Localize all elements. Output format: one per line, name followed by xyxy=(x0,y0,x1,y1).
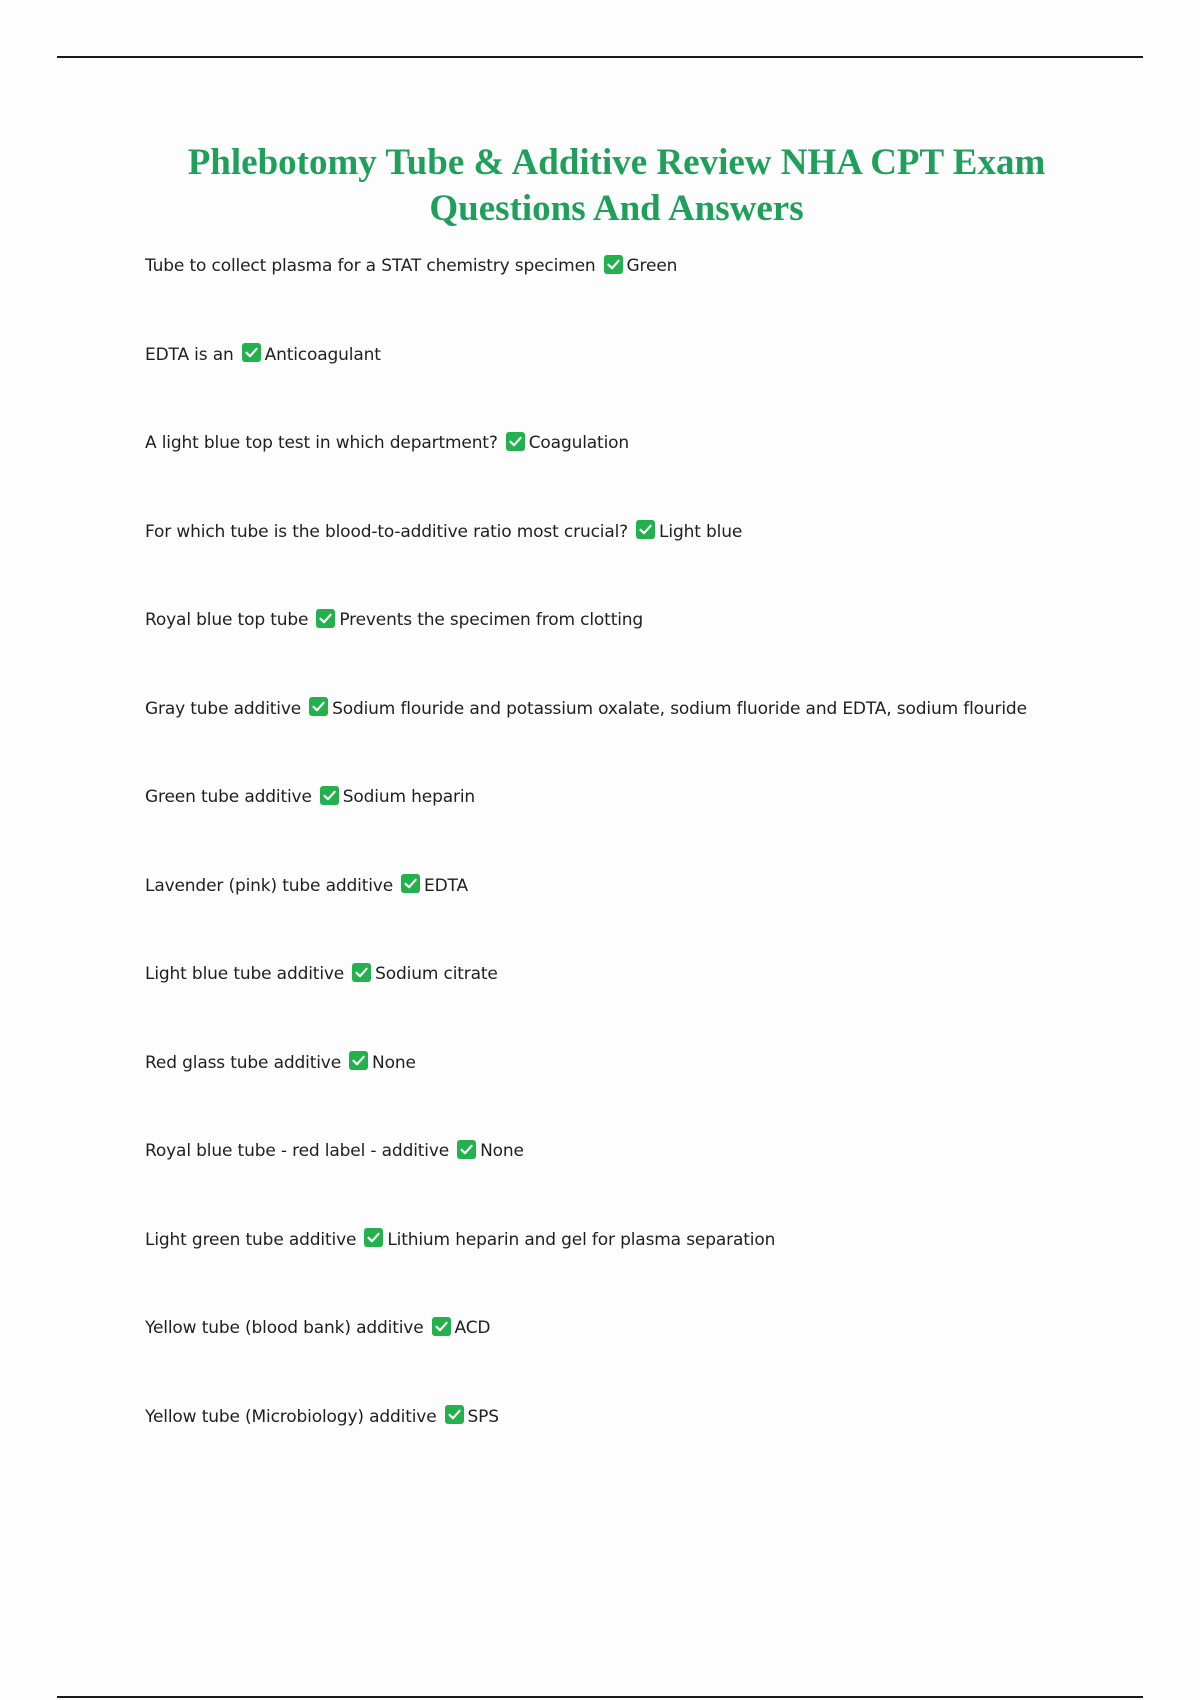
qa-item xyxy=(145,784,1145,873)
qa-item xyxy=(145,1404,1145,1493)
question-text: Royal blue tube - red label - additive xyxy=(145,1141,450,1161)
check-box-icon xyxy=(364,1228,383,1247)
question-text: Gray tube additive xyxy=(145,698,302,719)
question-text: A light blue top test in which department? xyxy=(145,433,498,453)
answer-text: Green xyxy=(626,256,678,276)
check-box-icon xyxy=(604,255,623,274)
qa-list xyxy=(145,253,1145,1492)
question-text: Lavender (pink) tube additive xyxy=(145,875,394,896)
answer-text: Sodium flouride and potassium oxalate, sodium fluoride and EDTA, sodium flouride xyxy=(332,698,1027,719)
answer-text: EDTA xyxy=(424,875,468,896)
qa-item xyxy=(145,1227,1145,1316)
question-text: For which tube is the blood-to-additive ratio most crucial? xyxy=(145,521,629,542)
check-box-icon xyxy=(349,1051,368,1070)
answer-text: SPS xyxy=(467,1406,499,1427)
answer-text: None xyxy=(480,1141,524,1161)
qa-item xyxy=(145,696,1145,785)
check-box-icon xyxy=(320,786,339,805)
answer-text: Light blue xyxy=(659,521,743,542)
qa-item xyxy=(145,519,1145,608)
qa-item xyxy=(145,1138,1145,1227)
answer-text: None xyxy=(372,1052,416,1073)
answer-text: Anticoagulant xyxy=(264,344,381,365)
check-box-icon xyxy=(401,874,420,893)
qa-item xyxy=(145,430,1145,519)
footer-rule xyxy=(57,1696,1143,1698)
check-box-icon xyxy=(636,520,655,539)
check-box-icon xyxy=(352,963,371,982)
check-box-icon xyxy=(457,1140,476,1159)
question-text: Royal blue top tube xyxy=(145,610,309,630)
question-text: EDTA is an xyxy=(145,344,234,365)
question-text: Light green tube additive xyxy=(145,1229,357,1250)
answer-text: Prevents the specimen from clotting xyxy=(339,610,644,630)
qa-item xyxy=(145,1315,1145,1404)
question-text: Tube to collect plasma for a STAT chemistry specimen xyxy=(145,256,596,276)
answer-text: ACD xyxy=(454,1318,491,1338)
document-title: Phlebotomy Tube & Additive Review NHA CPT Exam Questions And Answers xyxy=(187,142,1046,229)
question-text: Green tube additive xyxy=(145,787,312,807)
qa-item xyxy=(145,1050,1145,1139)
check-box-icon xyxy=(432,1317,451,1336)
qa-item xyxy=(145,961,1145,1050)
check-box-icon xyxy=(445,1405,464,1424)
check-box-icon xyxy=(242,343,261,362)
answer-text: Sodium heparin xyxy=(342,787,476,807)
answer-text: Coagulation xyxy=(528,433,630,453)
qa-item xyxy=(145,342,1145,431)
check-box-icon xyxy=(309,697,328,716)
qa-item xyxy=(145,607,1145,696)
answer-text: Lithium heparin and gel for plasma separation xyxy=(387,1229,776,1250)
qa-item xyxy=(145,253,1145,342)
qa-item xyxy=(145,873,1145,962)
question-text: Yellow tube (blood bank) additive xyxy=(145,1318,424,1338)
answer-text: Sodium citrate xyxy=(375,964,498,984)
question-text: Red glass tube additive xyxy=(145,1052,342,1073)
question-text: Yellow tube (Microbiology) additive xyxy=(145,1406,437,1427)
question-text: Light blue tube additive xyxy=(145,964,345,984)
check-box-icon xyxy=(316,609,335,628)
check-box-icon xyxy=(506,432,525,451)
header-rule xyxy=(57,56,1143,58)
